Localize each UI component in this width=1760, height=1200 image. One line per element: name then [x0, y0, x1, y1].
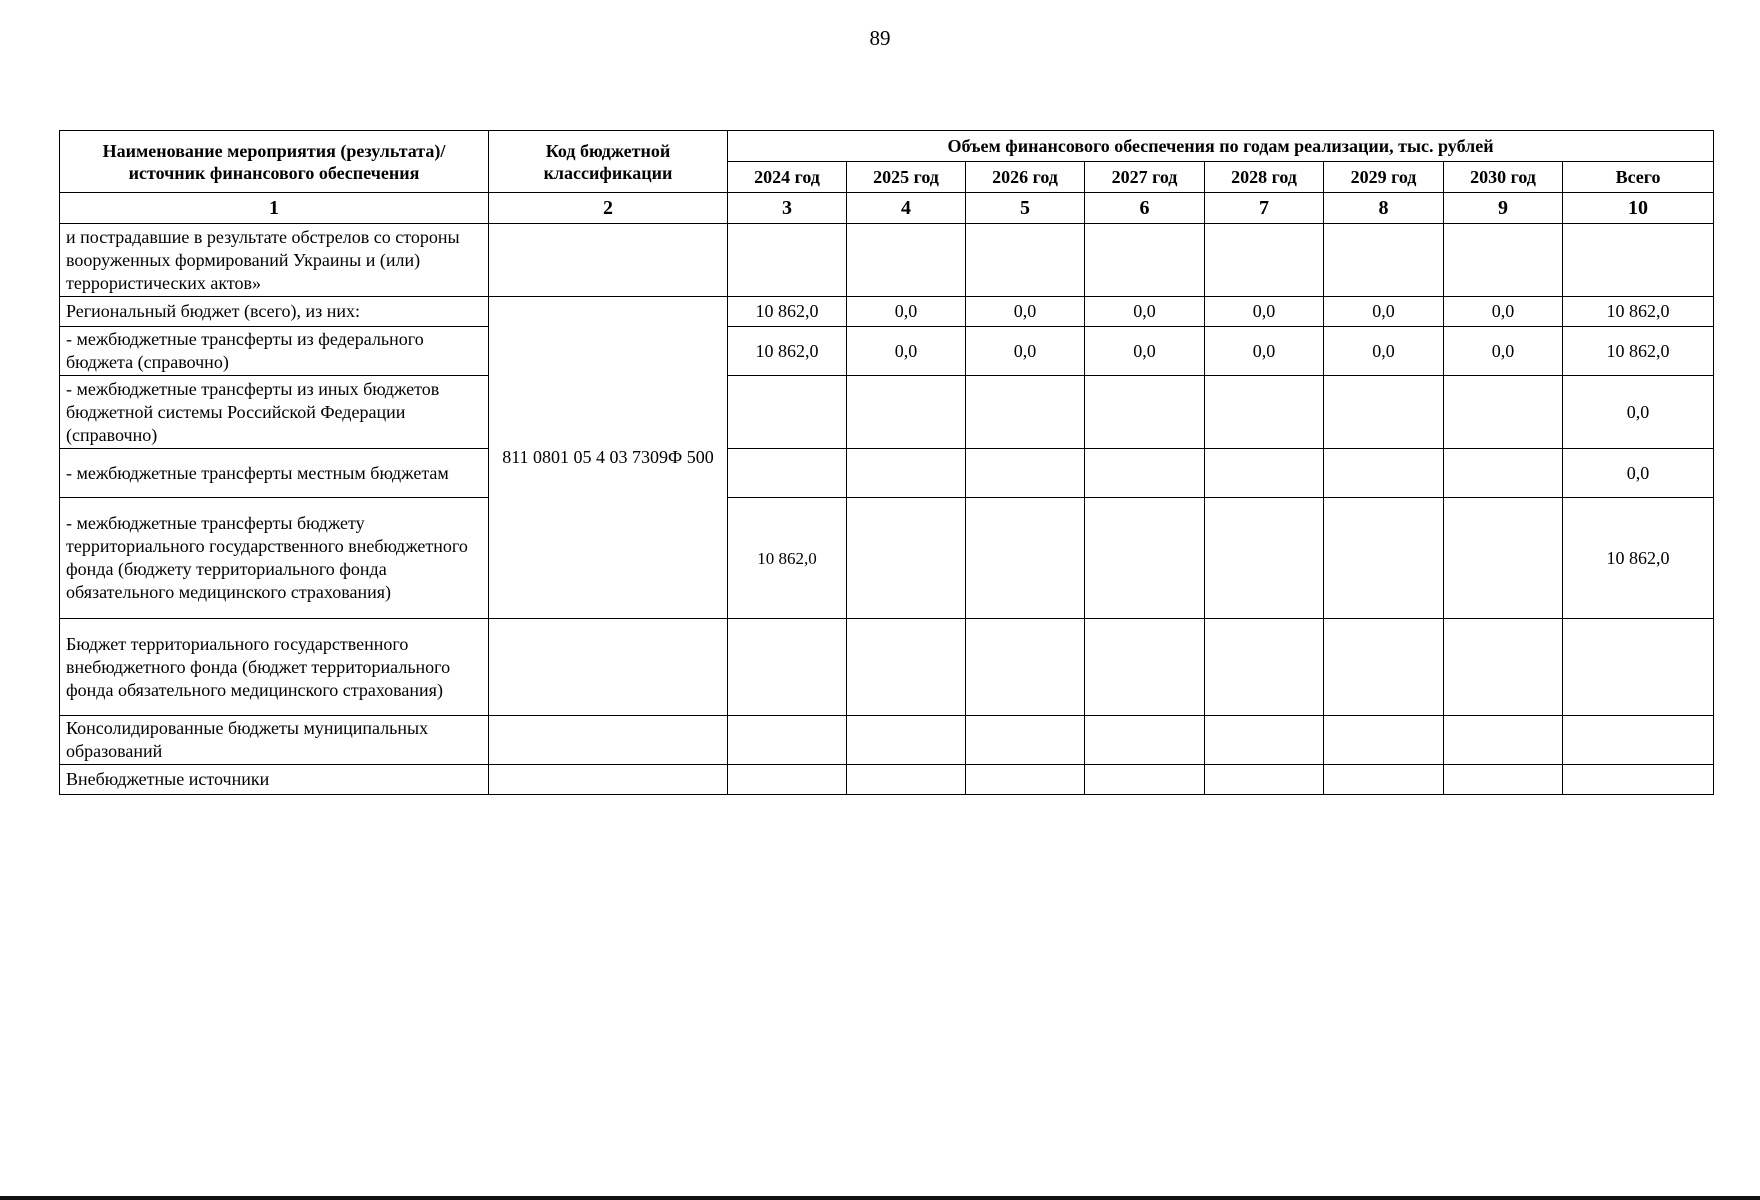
table-row	[60, 449, 1714, 498]
financing-table	[59, 130, 1714, 795]
column-number: 5	[966, 193, 1085, 224]
header-year: 2029 год	[1324, 162, 1444, 193]
value-cell	[1205, 765, 1324, 795]
code-cell	[489, 224, 728, 297]
column-number: 10	[1563, 193, 1714, 224]
value-cell	[1085, 716, 1205, 765]
value-cell	[1444, 619, 1563, 716]
value-cell: 0,0	[847, 327, 966, 376]
value-cell	[1085, 619, 1205, 716]
value-cell	[1205, 498, 1324, 619]
value-cell	[1444, 224, 1563, 297]
value-cell: 0,0	[966, 297, 1085, 327]
page-number: 89	[869, 26, 891, 50]
value-cell	[728, 376, 847, 449]
value-cell	[1324, 449, 1444, 498]
column-number: 7	[1205, 193, 1324, 224]
value-cell	[728, 716, 847, 765]
header-volume-column: Объем финансового обеспечения по годам реализации, тыс. рублей	[728, 131, 1714, 162]
table-row	[60, 376, 1714, 449]
value-cell: 0,0	[1085, 297, 1205, 327]
row-name: - межбюджетные трансферты бюджету территориального государственного внебюджетного фонда (бюджету территориального фонда обязательного медицинского страхования)	[60, 498, 489, 619]
value-cell	[966, 765, 1085, 795]
value-cell	[1205, 376, 1324, 449]
value-cell	[1324, 224, 1444, 297]
total-cell: 10 862,0	[1563, 498, 1714, 619]
total-cell: 10 862,0	[1563, 327, 1714, 376]
value-cell	[1444, 716, 1563, 765]
value-cell: 0,0	[1085, 327, 1205, 376]
value-cell	[1324, 376, 1444, 449]
row-name: Консолидированные бюджеты муниципальных образований	[60, 716, 489, 765]
row-name: - межбюджетные трансферты из иных бюджетов бюджетной системы Российской Федерации (справочно)	[60, 376, 489, 449]
value-cell	[966, 498, 1085, 619]
value-cell	[1205, 619, 1324, 716]
header-code-column: Код бюджетной классификации	[489, 131, 728, 193]
value-cell	[847, 449, 966, 498]
code-cell	[489, 716, 728, 765]
code-cell	[489, 765, 728, 795]
column-number: 1	[60, 193, 489, 224]
value-cell	[1324, 765, 1444, 795]
value-cell	[1444, 498, 1563, 619]
header-year: 2024 год	[728, 162, 847, 193]
total-cell	[1563, 224, 1714, 297]
value-cell	[728, 765, 847, 795]
value-cell: 0,0	[1205, 327, 1324, 376]
total-cell: 0,0	[1563, 449, 1714, 498]
value-cell: 0,0	[1444, 297, 1563, 327]
value-cell	[966, 224, 1085, 297]
table-row	[60, 224, 1714, 297]
column-number: 4	[847, 193, 966, 224]
value-cell	[1085, 376, 1205, 449]
table-row	[60, 765, 1714, 795]
column-number: 8	[1324, 193, 1444, 224]
total-cell: 10 862,0	[1563, 297, 1714, 327]
value-cell	[966, 376, 1085, 449]
row-name: Бюджет территориального государственного внебюджетного фонда (бюджет территориального фонда обязательного медицинского страхования)	[60, 619, 489, 716]
value-cell: 10 862,0	[728, 297, 847, 327]
column-number: 2	[489, 193, 728, 224]
header-year: 2027 год	[1085, 162, 1205, 193]
column-number: 3	[728, 193, 847, 224]
row-name: Региональный бюджет (всего), из них:	[60, 297, 489, 327]
value-cell	[966, 716, 1085, 765]
row-name: - межбюджетные трансферты местным бюджетам	[60, 449, 489, 498]
value-cell	[728, 449, 847, 498]
value-cell	[1444, 765, 1563, 795]
table-row	[60, 327, 1714, 376]
value-cell: 10 862,0	[728, 327, 847, 376]
value-cell	[1085, 224, 1205, 297]
total-cell: 0,0	[1563, 376, 1714, 449]
value-cell	[1444, 449, 1563, 498]
header-name-column: Наименование мероприятия (результата)/ источник финансового обеспечения	[60, 131, 489, 193]
column-number: 6	[1085, 193, 1205, 224]
value-cell	[847, 224, 966, 297]
row-name: и пострадавшие в результате обстрелов со стороны вооруженных формирований Украины и (или) террористических актов»	[60, 224, 489, 297]
value-cell	[1085, 498, 1205, 619]
value-cell	[847, 765, 966, 795]
value-cell	[1085, 765, 1205, 795]
budget-code-cell: 811 0801 05 4 03 7309Ф 500	[489, 297, 728, 619]
header-year: 2025 год	[847, 162, 966, 193]
table-row	[60, 716, 1714, 765]
value-cell: 0,0	[1444, 327, 1563, 376]
value-cell: 10 862,0	[728, 498, 847, 619]
code-cell	[489, 619, 728, 716]
table-row	[60, 619, 1714, 716]
value-cell	[1205, 224, 1324, 297]
value-cell	[728, 619, 847, 716]
value-cell	[1324, 498, 1444, 619]
value-cell	[966, 449, 1085, 498]
value-cell	[1085, 449, 1205, 498]
header-year: 2028 год	[1205, 162, 1324, 193]
header-row-numbers	[60, 193, 1714, 224]
scan-edge-line	[0, 1196, 1760, 1200]
value-cell	[847, 716, 966, 765]
header-total: Всего	[1563, 162, 1714, 193]
value-cell: 0,0	[1324, 327, 1444, 376]
value-cell	[847, 498, 966, 619]
header-year: 2030 год	[1444, 162, 1563, 193]
value-cell: 0,0	[1205, 297, 1324, 327]
value-cell	[728, 224, 847, 297]
value-cell: 0,0	[966, 327, 1085, 376]
header-year: 2026 год	[966, 162, 1085, 193]
table-row	[60, 498, 1714, 619]
value-cell	[966, 619, 1085, 716]
value-cell	[1324, 619, 1444, 716]
value-cell	[1205, 716, 1324, 765]
value-cell	[1324, 716, 1444, 765]
row-name: - межбюджетные трансферты из федерального бюджета (справочно)	[60, 327, 489, 376]
row-name: Внебюджетные источники	[60, 765, 489, 795]
value-cell	[1205, 449, 1324, 498]
total-cell	[1563, 619, 1714, 716]
value-cell	[847, 376, 966, 449]
value-cell	[1444, 376, 1563, 449]
table-row	[60, 297, 1714, 327]
total-cell	[1563, 765, 1714, 795]
value-cell	[847, 619, 966, 716]
value-cell: 0,0	[1324, 297, 1444, 327]
column-number: 9	[1444, 193, 1563, 224]
total-cell	[1563, 716, 1714, 765]
header-row-top	[60, 131, 1714, 162]
value-cell: 0,0	[847, 297, 966, 327]
